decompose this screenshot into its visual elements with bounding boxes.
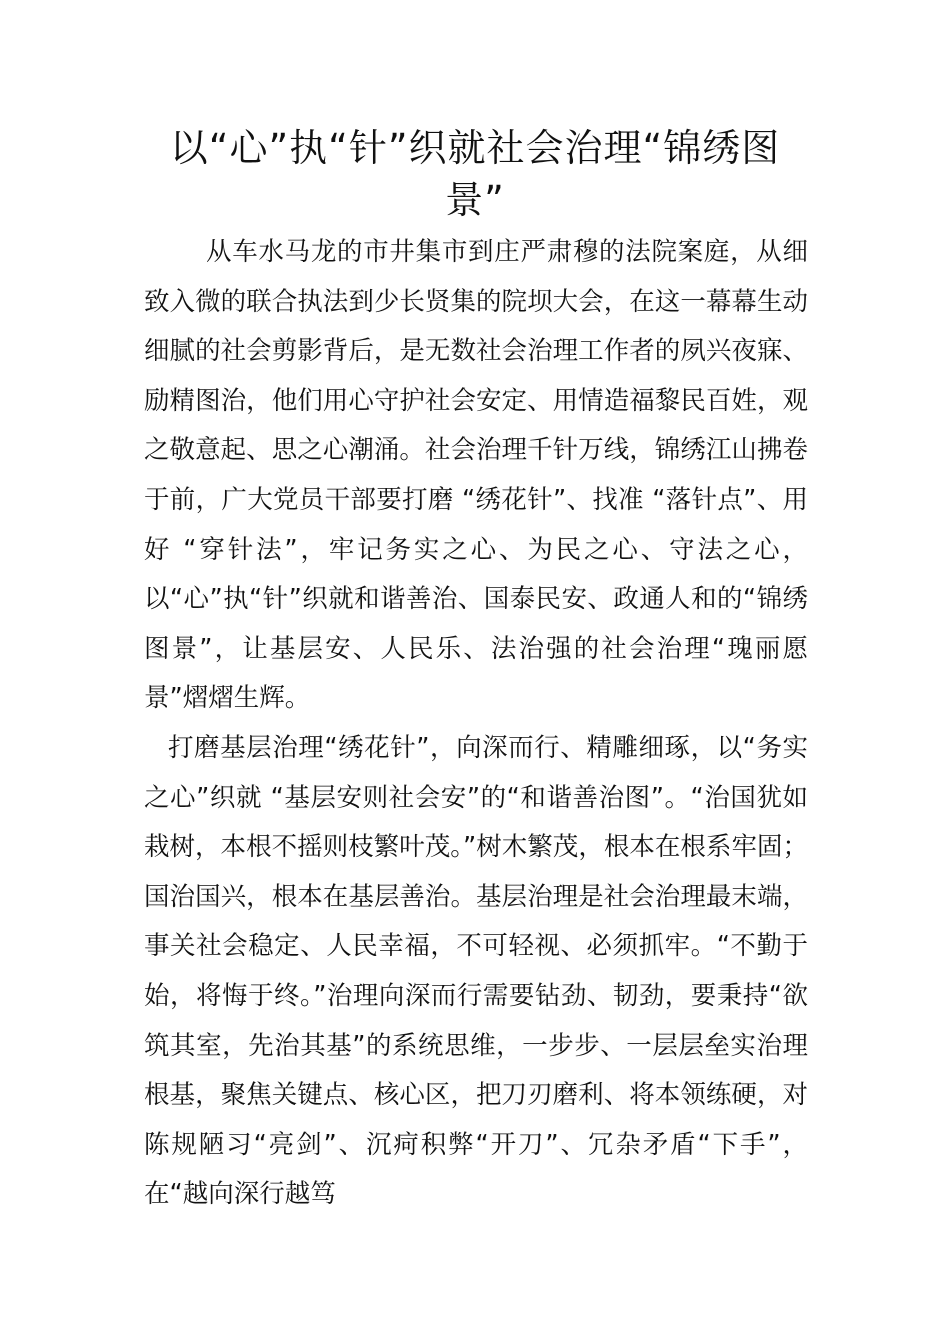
document-title: 以“心”执“针”织就社会治理“锦绣图景” bbox=[169, 126, 781, 222]
document-body bbox=[144, 228, 808, 1220]
paragraph-1: 从车水马龙的市井集市到庄严肃穆的法院案庭，从细致入微的联合执法到少长贤集的院坝大会，在这一幕幕生动细腻的社会剪影背后，是无数社会治理工作者的夙兴夜寐、励精图治，他们用心守护社会安定、用情造福黎民百姓，观之敬意起、思之心潮涌。社会治理千针万线，锦绣江山拂卷于前，广大党员干部要打磨 “绣花针”、找准 “落针点”、用好 “穿针法”，牢记务实之心、为民之心、守法之心，以“心”执“针”织就和谐善治、国泰民安、政通人和的“锦绣图景”，让基层安、人民乐、法治强的社会治理“瑰丽愿景”熠熠生辉。 bbox=[144, 237, 808, 714]
paragraph-2: 打磨基层治理“绣花针”，向深而行、精雕细琢，以“务实之心”织就 “基层安则社会安”的“和谐善治图”。“治国犹如栽树，本根不摇则枝繁叶茂。”树木繁茂，根本在根系牢固；国治国兴，根本在基层善治。基层治理是社会治理最末端，事关社会稳定、人民幸福，不可轻视、必须抓牢。“不勤于始，将悔于终。”治理向深而行需要钻劲、韧劲，要秉持“欲筑其室，先治其基”的系统思维，一步步、一层层垒实治理根基，聚焦关键点、核心区，把刀刃磨利、将本领练硬，对陈规陋习“亮剑”、沉疴积弊“开刀”、冗杂矛盾“下手”，在“越向深行越笃 bbox=[144, 732, 808, 1210]
